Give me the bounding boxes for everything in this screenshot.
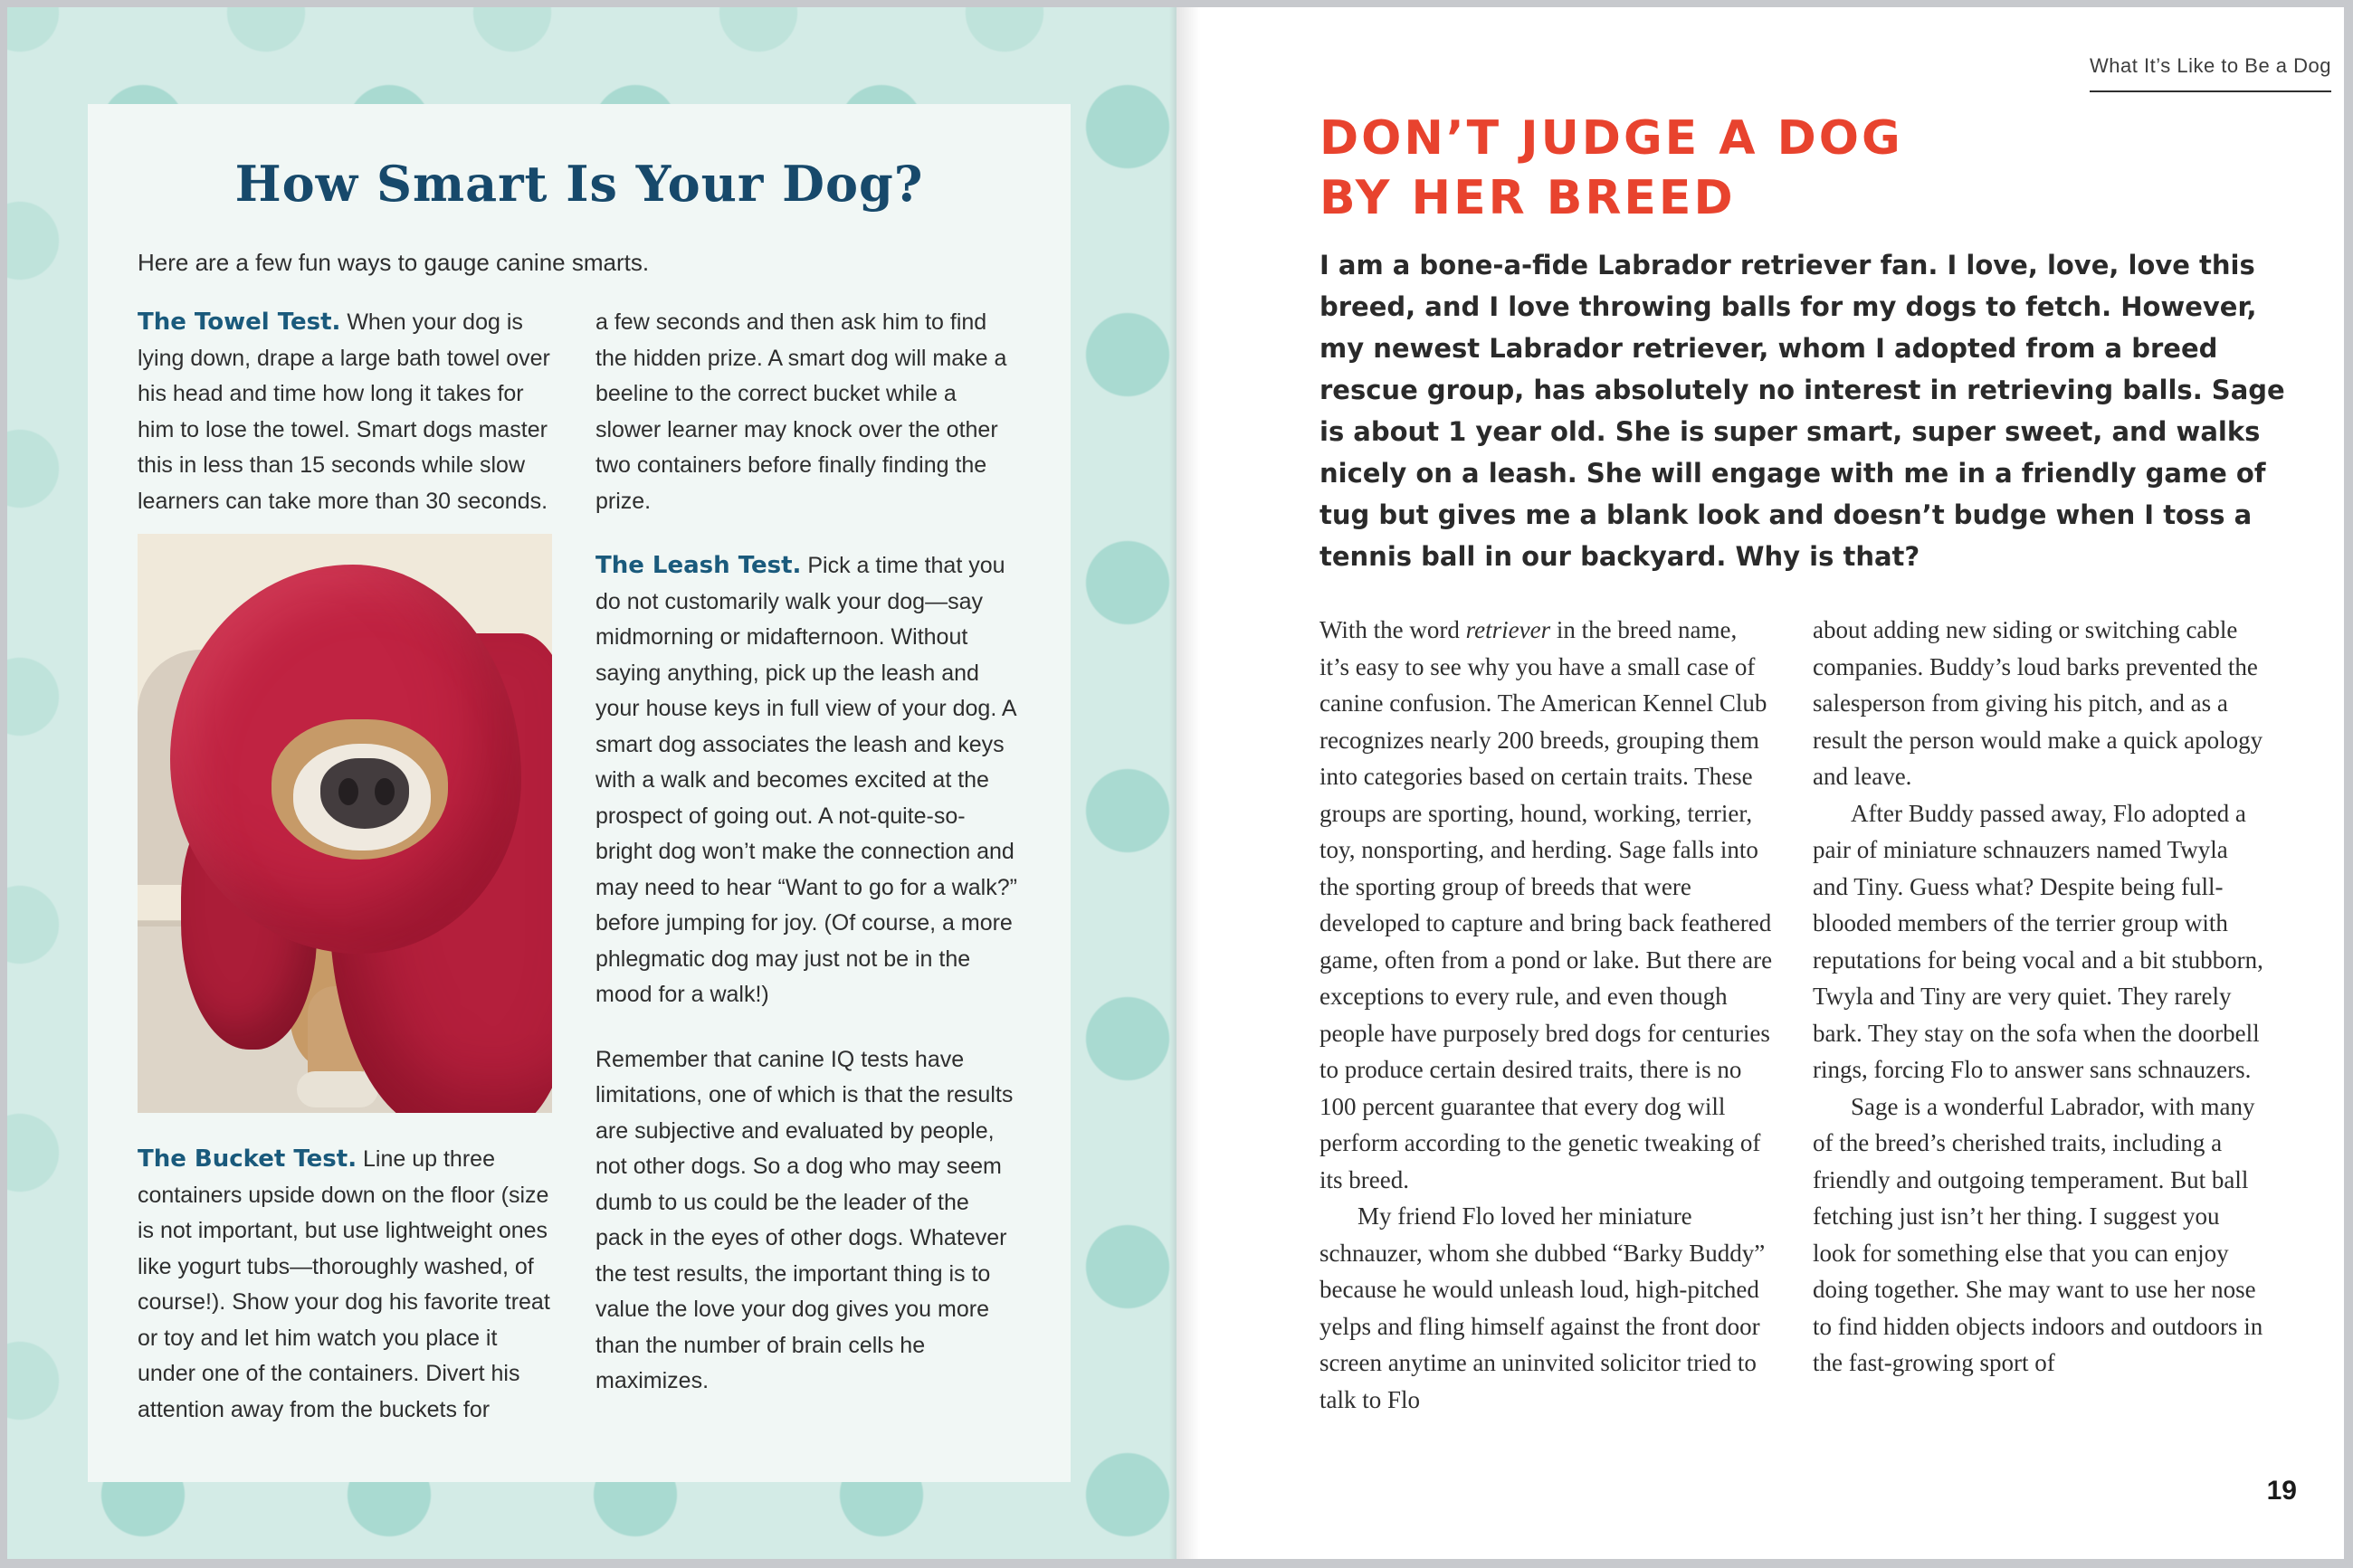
body-paragraph-5: Sage is a wonderful Labrador, with many of the breed’s cherished traits, including a friendly and outgoing temperament. But ball fetching just isn’t her thing. I suggest you look for something else that you can enjoy doing together. She may want to use her nose to find hidden objects indoors and outdoors in the fast-growing sport of <box>1813 1092 2263 1376</box>
dog-photo <box>138 534 552 1113</box>
article-heading-line1: DON’T JUDGE A DOG <box>1319 111 1903 166</box>
body-p1-pre: With the word <box>1319 616 1466 643</box>
body-p1-italic: retriever <box>1465 616 1551 643</box>
towel-test-continued: a few seconds and then ask him to find the hidden prize. A smart dog will make a beeline to the correct bucket while a slower learner may knock over the other two containers before finally finding the prize. <box>595 309 1007 514</box>
body-paragraph-2: My friend Flo loved her miniature schnauzer, whom she dubbed “Barky Buddy” because he would unleash loud, high-pitched yelps and fling himself against the front door screen anytime an uninvited solicitor tried to talk to Flo <box>1319 1202 1766 1413</box>
bucket-test-paragraph <box>138 1142 552 1428</box>
body-column-1 <box>1319 612 1773 1418</box>
dog-nose <box>320 758 409 829</box>
card-columns <box>138 305 1021 1428</box>
card-column-2 <box>595 305 1021 1428</box>
dog-paw <box>297 1071 378 1107</box>
body-p1-post: in the breed name, it’s easy to see why you have a small case of canine confusion. The American Kennel Club recognizes nearly 200 breeds, grouping them into categories based on certain traits. These groups are sporting, hound, working, terrier, toy, nonsporting, and herding. Sage falls into the sporting group of breeds that were developed to capture and bring back feathered game, often from a pond or lake. But there are exceptions to every rule, and even though people have purposely bred dogs for centuries to produce certain desired traits, there is no 100 percent guarantee that every dog will perform according to the genetic tweaking of its breed. <box>1319 616 1773 1193</box>
smart-dog-card <box>88 104 1071 1482</box>
page-number: 19 <box>2266 1476 2297 1506</box>
article-body-columns <box>1319 612 2266 1418</box>
article-heading <box>1319 109 1903 228</box>
card-intro: Here are a few fun ways to gauge canine smarts. <box>138 249 650 276</box>
leash-test-paragraph <box>595 548 1021 1013</box>
article-heading-line2: BY HER BREED <box>1319 171 1736 225</box>
bucket-test-heading: The Bucket Test. <box>138 1145 357 1173</box>
towel-test-paragraph <box>138 305 552 519</box>
bucket-test-text: Line up three containers upside down on the floor (size is not important, but use lightweight ones like yogurt tubs—thoroughly washed, of course!). Show your dog his favorite treat or toy and let him watch you place it under one of the containers. Divert his attention away from the buckets for <box>138 1146 550 1422</box>
body-paragraph-3: about adding new siding or switching cable companies. Buddy’s loud barks prevented the salesperson from giving his pitch, and as a result the person would make a quick apology and leave. <box>1813 616 2263 790</box>
body-paragraph-4: After Buddy passed away, Flo adopted a pair of miniature schnauzers named Twyla and Tiny. Guess what? Despite being full-blooded members of the terrier group with reputations for being vocal and a bit stubborn, Twyla and Tiny are very quiet. They rarely bark. They stay on the sofa when the doorbell rings, forcing Flo to answer sans schnauzers. <box>1813 799 2263 1083</box>
left-page <box>7 7 1176 1559</box>
towel-test-heading: The Towel Test. <box>138 309 341 336</box>
article-intro: I am a bone-a-fide Labrador retriever fan. I love, love, love this breed, and I love throwing balls for my dogs to fetch. However, my newest Labrador retriever, whom I adopted from a breed rescue group, has absolutely no interest in retrieving balls. Sage is about 1 year old. She is super smart, super sweet, and walks nicely on a leash. She will engage with me in a friendly game of tug but gives me a blank look and doesn’t budge when I toss a tennis ball in our backyard. Why is that? <box>1319 250 2285 572</box>
card-title: How Smart Is Your Dog? <box>234 155 924 213</box>
right-page <box>1176 7 2344 1559</box>
body-column-2 <box>1813 612 2266 1418</box>
running-header: What It’s Like to Be a Dog <box>2090 54 2331 92</box>
dog-nostril-left <box>338 778 358 805</box>
towel-test-text: When your dog is lying down, drape a large bath towel over his head and time how long it takes for him to lose the towel. Smart dogs master this in less than 15 seconds while slow learners can take more than 30 seconds. <box>138 309 550 514</box>
leash-test-heading: The Leash Test. <box>595 552 802 579</box>
body-paragraph-1 <box>1319 612 1773 1198</box>
dog-nostril-right <box>375 778 395 805</box>
leash-test-text: Pick a time that you do not customarily walk your dog—say midmorning or midafternoon. Without saying anything, pick up the leash and your house keys in full view of your dog. A smart dog associates the leash and keys with a walk and becomes excited at the prospect of going out. A not-quite-so-bright dog won’t make the connection and may need to hear “Want to go for a walk?” before jumping for joy. (Of course, a more phlegmatic dog may just not be in the mood for a walk!) <box>595 553 1017 1007</box>
card-column-1 <box>138 305 552 1428</box>
iq-note-paragraph: Remember that canine IQ tests have limitations, one of which is that the results are subjective and evaluated by people, not other dogs. So a dog who may seem dumb to us could be the leader of the pack in the eyes of other dogs. Whatever the test results, the important thing is to value the love your dog gives you more than the number of brain cells he maximizes. <box>595 1046 1014 1393</box>
